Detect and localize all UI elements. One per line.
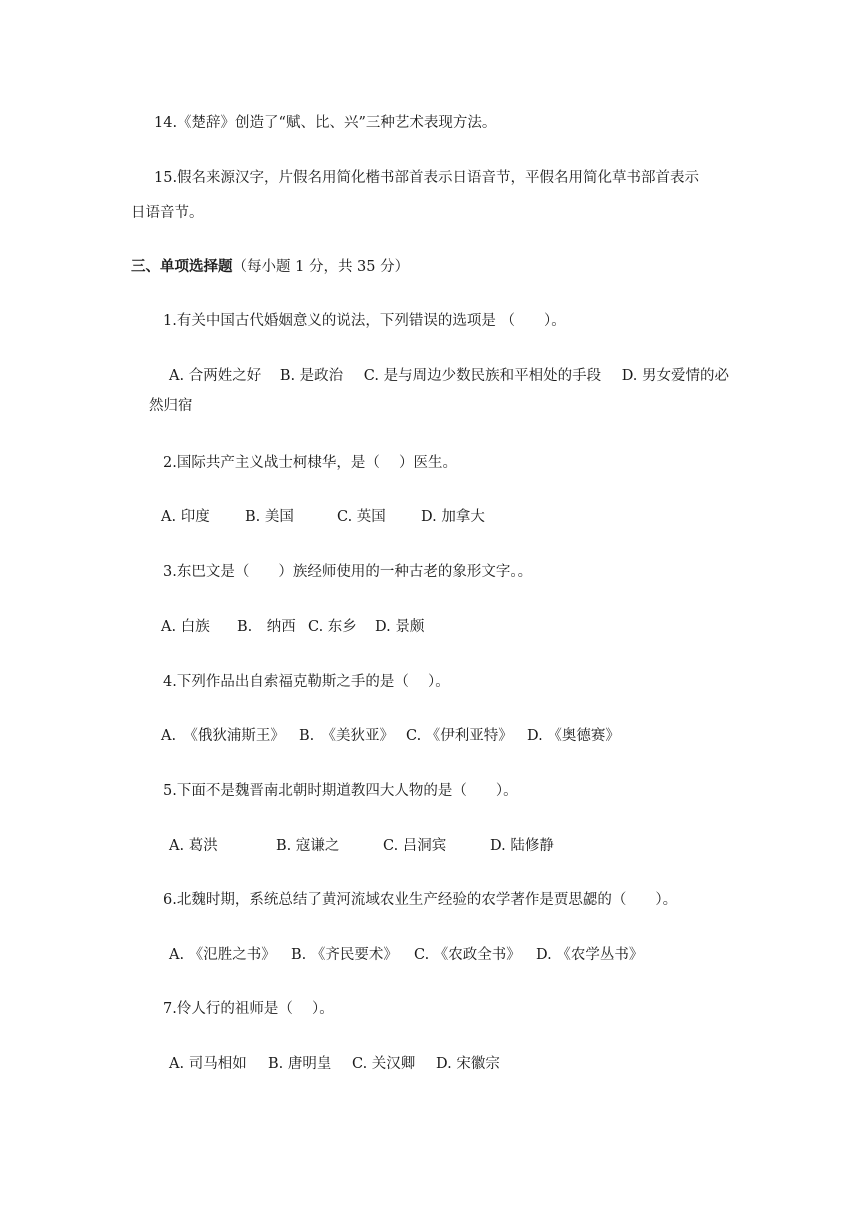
judgement-item-15-line2: 日语音节。 bbox=[131, 205, 204, 221]
question-6-option-c: C. 《农政全书》 bbox=[414, 947, 521, 963]
question-1-option-a: A. 合两姓之好 bbox=[169, 368, 262, 384]
question-3-option-b: B. 纳西 bbox=[237, 619, 296, 635]
question-5-stem: 5.下面不是魏晋南北朝时期道教四大人物的是（ ）。 bbox=[163, 783, 518, 799]
question-4-option-d: D. 《奥德赛》 bbox=[527, 728, 620, 744]
question-4-options bbox=[161, 726, 620, 746]
question-2-option-c: C. 英国 bbox=[337, 509, 386, 525]
question-6-option-a: A. 《氾胜之书》 bbox=[169, 947, 276, 963]
section-note: （每小题 1 分，共 35 分） bbox=[232, 259, 410, 275]
question-3-option-c: C. 东乡 bbox=[308, 619, 357, 635]
question-1-stem: 1.有关中国古代婚姻意义的说法，下列错误的选项是 （ ）。 bbox=[163, 313, 566, 329]
question-5-options bbox=[169, 836, 554, 856]
section-heading bbox=[131, 257, 409, 277]
question-6-option-d: D. 《农学丛书》 bbox=[536, 947, 644, 963]
question-6-stem: 6.北魏时期，系统总结了黄河流域农业生产经验的农学著作是贾思勰的（ ）。 bbox=[163, 892, 678, 908]
question-3-stem: 3.东巴文是（ ）族经师使用的一种古老的象形文字。。 bbox=[163, 564, 533, 580]
question-3-option-a: A. 白族 bbox=[161, 619, 210, 635]
question-7-option-d: D. 宋徽宗 bbox=[436, 1056, 500, 1072]
question-2-options bbox=[161, 507, 485, 527]
question-2-option-b: B. 美国 bbox=[245, 509, 294, 525]
question-1-option-c: C. 是与周边少数民族和平相处的手段 bbox=[363, 368, 602, 384]
question-7-option-a: A. 司马相如 bbox=[169, 1056, 247, 1072]
question-3-options bbox=[161, 617, 424, 637]
judgement-item-14: 14.《楚辞》创造了“赋、比、兴”三种艺术表现方法。 bbox=[154, 115, 497, 131]
question-7-options bbox=[169, 1054, 500, 1074]
question-2-option-d: D. 加拿大 bbox=[421, 509, 485, 525]
question-5-option-d: D. 陆修静 bbox=[490, 838, 554, 854]
question-4-option-a: A. 《俄狄浦斯王》 bbox=[161, 728, 285, 744]
question-4-option-c: C. 《伊利亚特》 bbox=[406, 728, 513, 744]
question-1-option-b: B. 是政治 bbox=[279, 368, 344, 384]
question-4-stem: 4.下列作品出自索福克勒斯之手的是（ ）。 bbox=[163, 674, 450, 690]
question-1-option-d: D. 男女爱情的必 bbox=[621, 368, 730, 384]
judgement-item-15-line1: 15.假名来源汉字，片假名用简化楷书部首表示日语音节，平假名用简化草书部首表示 bbox=[154, 170, 700, 186]
question-1-options bbox=[169, 366, 729, 386]
section-title: 三、单项选择题 bbox=[131, 259, 233, 275]
question-2-stem: 2.国际共产主义战士柯棣华，是（ ）医生。 bbox=[163, 455, 457, 471]
question-5-option-b: B. 寇谦之 bbox=[276, 838, 340, 854]
question-3-option-d: D. 景颇 bbox=[375, 619, 425, 635]
question-5-option-c: C. 吕洞宾 bbox=[383, 838, 447, 854]
question-1-options-wrap: 然归宿 bbox=[149, 398, 193, 414]
question-6-options bbox=[169, 945, 643, 965]
question-2-option-a: A. 印度 bbox=[161, 509, 210, 525]
question-7-option-c: C. 关汉卿 bbox=[352, 1056, 416, 1072]
question-5-option-a: A. 葛洪 bbox=[169, 838, 218, 854]
question-4-option-b: B. 《美狄亚》 bbox=[299, 728, 395, 744]
question-6-option-b: B. 《齐民要术》 bbox=[291, 947, 398, 963]
question-7-option-b: B. 唐明皇 bbox=[268, 1056, 332, 1072]
question-7-stem: 7.伶人行的祖师是（ ）。 bbox=[163, 1001, 334, 1017]
